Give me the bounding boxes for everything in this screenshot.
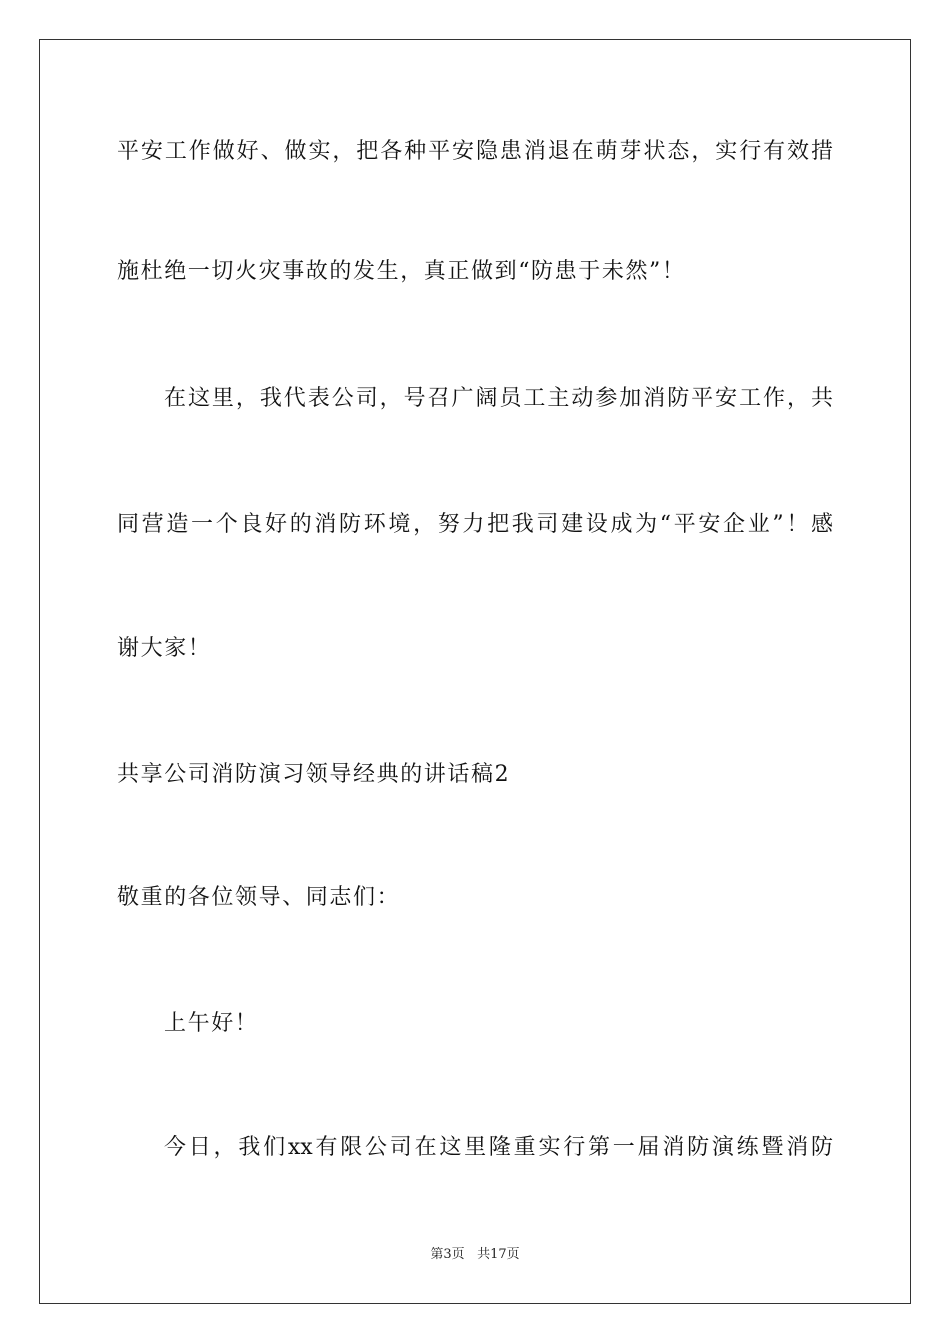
body-line-2: 施杜绝一切火灾事故的发生，真正做到“防患于未然”！ [117, 259, 686, 284]
body-line-3: 在这里，我代表公司，号召广阔员工主动参加消防平安工作，共 [164, 386, 833, 411]
section-heading: 共享公司消防演习领导经典的讲话稿2 [117, 762, 511, 787]
page-frame [39, 39, 911, 1304]
body-line-1: 平安工作做好、做实，把各种平安隐患消退在萌芽状态，实行有效措 [117, 139, 833, 164]
greeting-line: 上午好！ [164, 1011, 259, 1036]
total-pages: 共17页 [477, 1247, 520, 1262]
page-number: 第3页 [430, 1247, 465, 1262]
body-line-4: 同营造一个良好的消防环境，努力把我司建设成为“平安企业”！感 [117, 512, 833, 537]
body-line-last: 今日，我们xx有限公司在这里隆重实行第一届消防演练暨消防 [164, 1135, 833, 1160]
salutation-line: 敬重的各位领导、同志们： [117, 885, 401, 910]
page-footer [0, 1247, 950, 1263]
body-line-5: 谢大家！ [117, 636, 212, 661]
